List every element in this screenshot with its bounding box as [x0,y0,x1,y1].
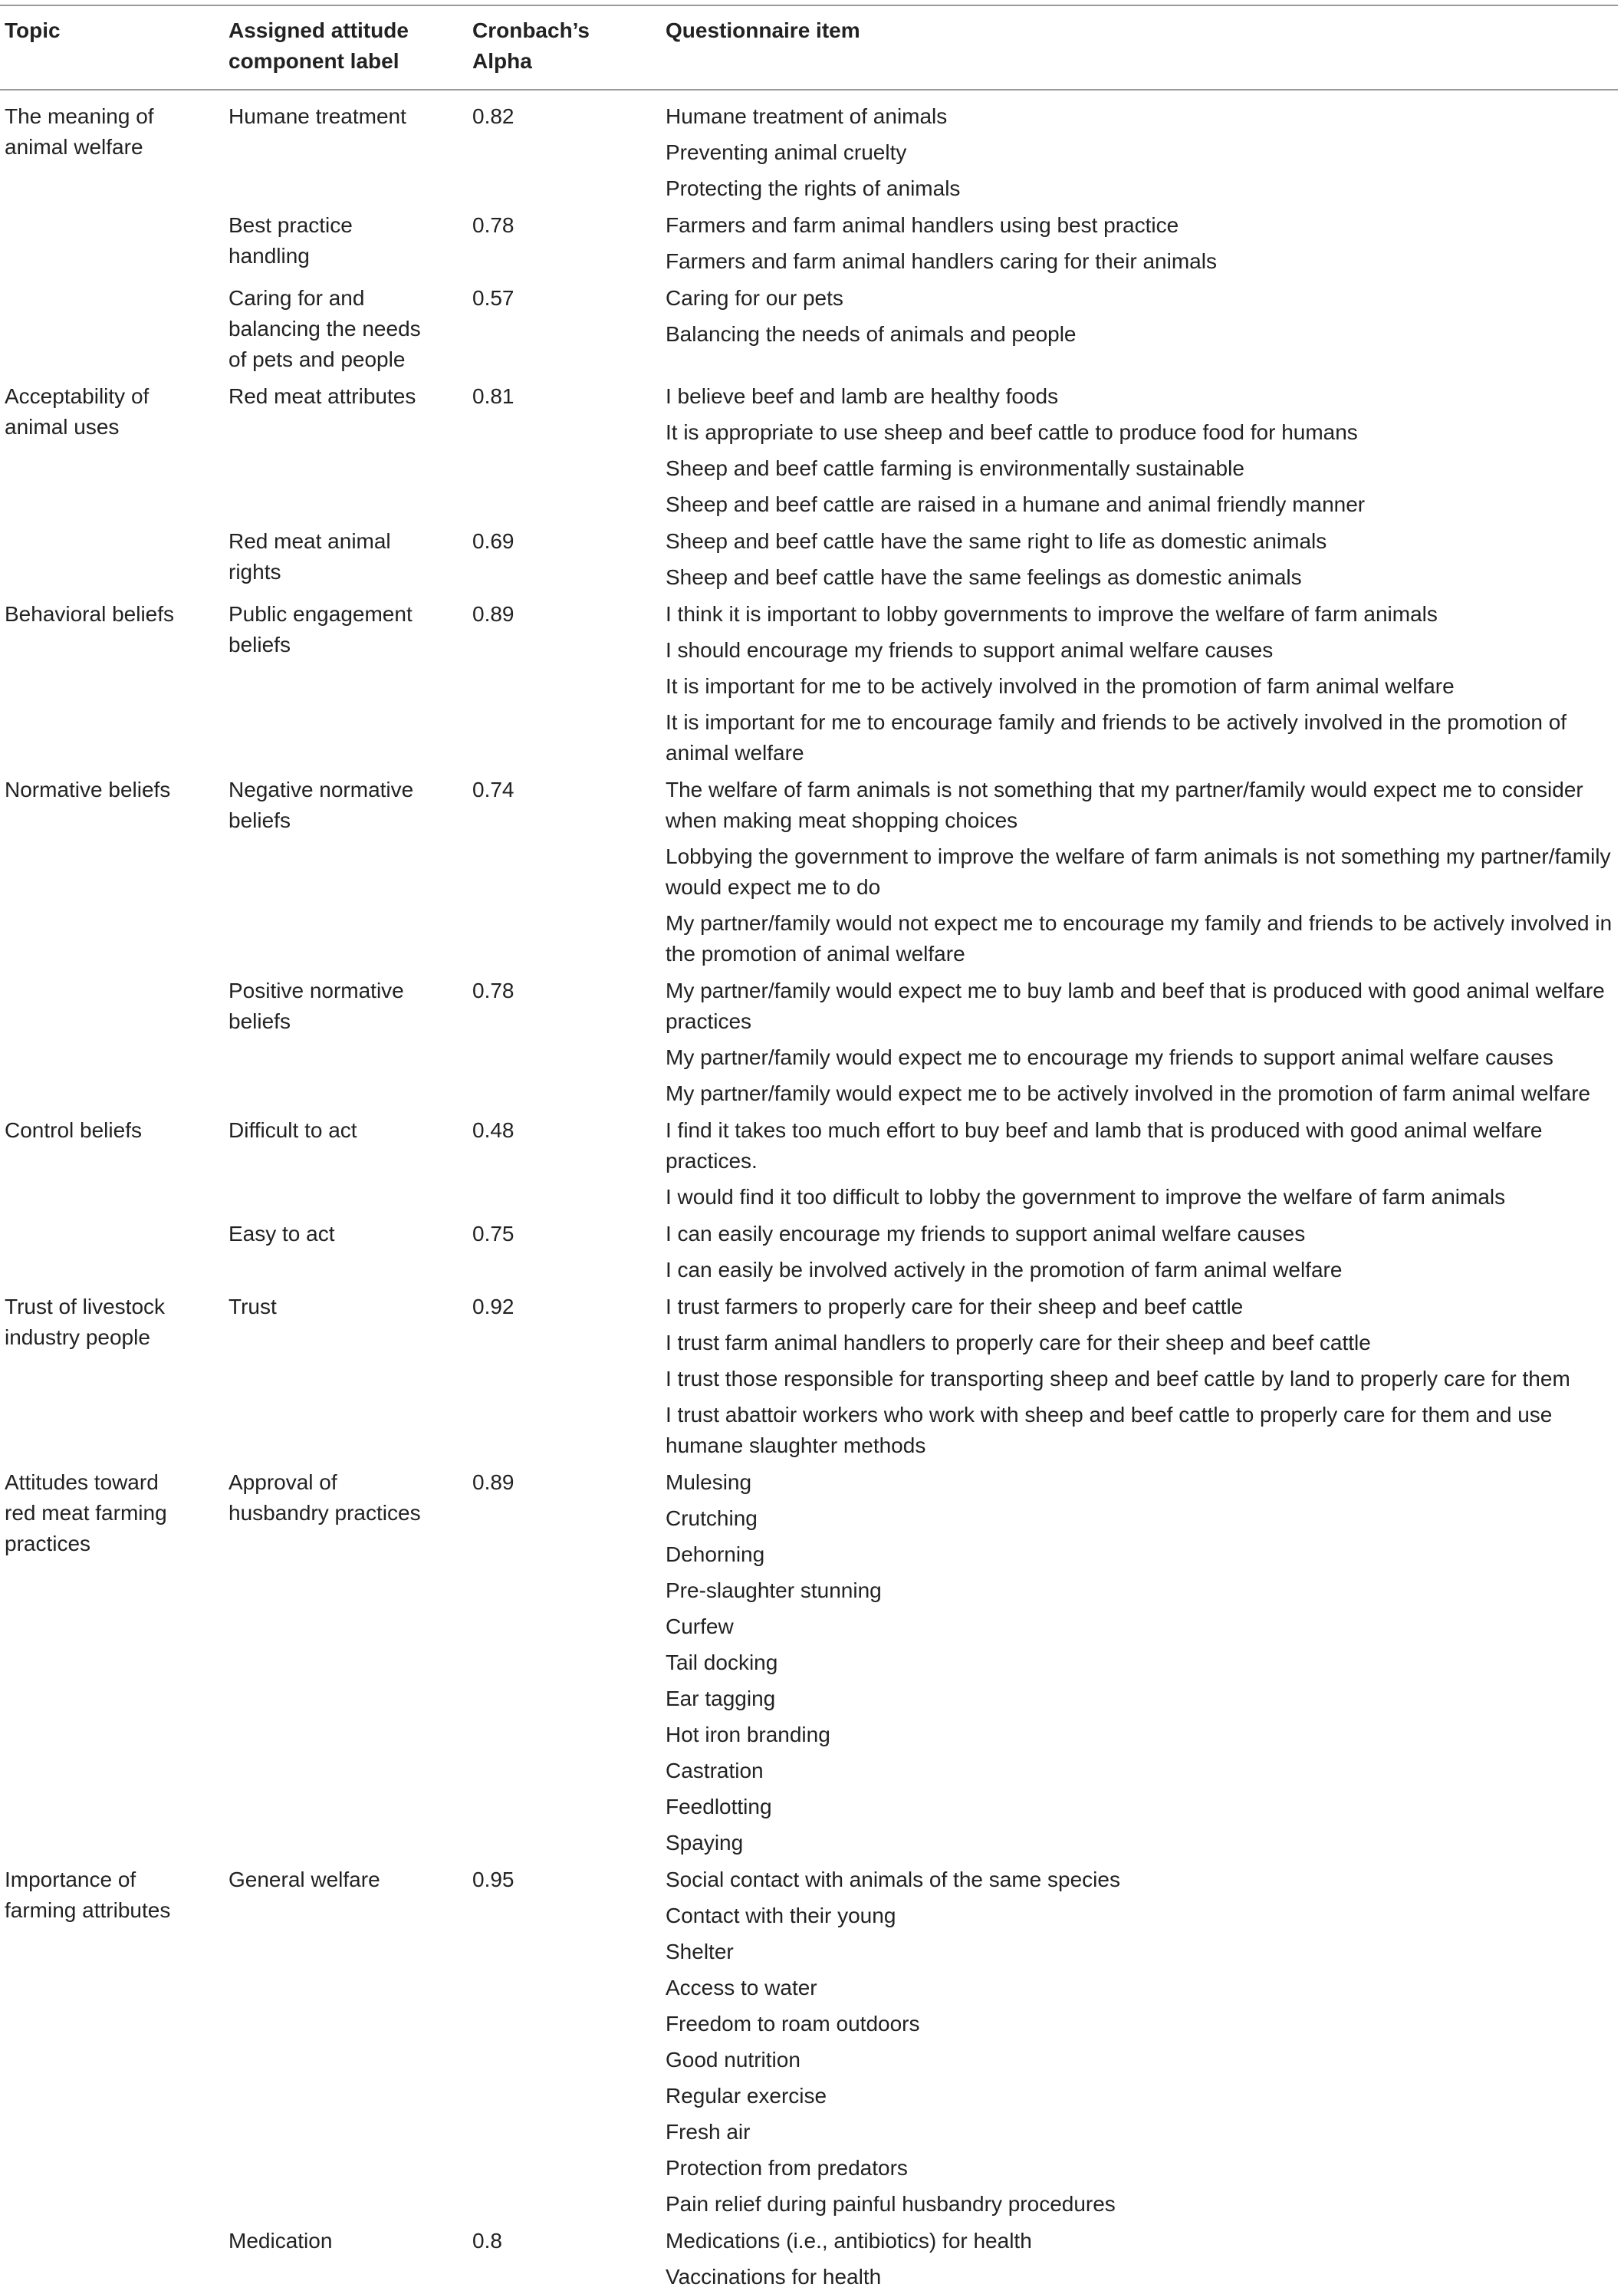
questionnaire-item-cell: the promotion of animal welfare [666,942,965,966]
questionnaire-item-cell: Spaying [666,1831,744,1855]
questionnaire-item-cell: I should encourage my friends to support animal welfare causes [666,638,1274,662]
questionnaire-item-cell: Lobbying the government to improve the welfare of farm animals is not something my partner/family [666,844,1611,868]
questionnaire-item-cell: Regular exercise [666,2084,827,2108]
header-rule [0,89,1618,91]
alpha-cell: 0.69 [472,529,514,553]
questionnaire-item-cell: when making meat shopping choices [666,808,1018,832]
component-label-cell: handling [228,244,310,268]
topic-cell: animal welfare [5,135,143,159]
questionnaire-item-cell: Farmers and farm animal handlers using best practice [666,213,1179,237]
questionnaire-item-cell: Hot iron branding [666,1723,830,1746]
topic-cell: Behavioral beliefs [5,602,175,626]
questionnaire-item-cell: Access to water [666,1976,817,1999]
component-label-cell: Red meat attributes [228,384,416,408]
component-label-cell: Difficult to act [228,1118,357,1142]
questionnaire-item-cell: Castration [666,1759,764,1782]
table-top-rule [0,5,1618,6]
questionnaire-item-cell: I can easily encourage my friends to support animal welfare causes [666,1222,1306,1246]
questionnaire-item-cell: I think it is important to lobby governments to improve the welfare of farm animals [666,602,1438,626]
questionnaire-item-cell: Curfew [666,1614,734,1638]
questionnaire-item-cell: practices. [666,1149,758,1173]
questionnaire-item-cell: It is important for me to be actively involved in the promotion of farm animal welfare [666,674,1455,698]
questionnaire-item-cell: Sheep and beef cattle have the same feelings as domestic animals [666,565,1302,589]
alpha-cell: 0.89 [472,602,514,626]
alpha-cell: 0.74 [472,778,514,801]
questionnaire-item-cell: Contact with their young [666,1904,896,1927]
component-label-cell: General welfare [228,1868,380,1891]
questionnaire-item-cell: I find it takes too much effort to buy beef and lamb that is produced with good animal welfare [666,1118,1543,1142]
questionnaire-item-cell: practices [666,1009,752,1033]
column-header: component label [228,49,399,73]
component-label-cell: Best practice [228,213,353,237]
topic-cell: Acceptability of [5,384,150,408]
questionnaire-item-cell: My partner/family would not expect me to encourage my family and friends to be actively involved in [666,911,1612,935]
questionnaire-item-cell: It is important for me to encourage family and friends to be actively involved in the promotion of [666,710,1567,734]
questionnaire-item-cell: Tail docking [666,1651,778,1674]
questionnaire-item-cell: Shelter [666,1940,734,1963]
component-label-cell: Public engagement [228,602,413,626]
questionnaire-item-cell: I trust farmers to properly care for their sheep and beef cattle [666,1295,1244,1318]
alpha-cell: 0.92 [472,1295,514,1318]
questionnaire-item-cell: would expect me to do [666,875,881,899]
column-header: Cronbach’s [472,18,590,42]
alpha-cell: 0.78 [472,979,514,1002]
topic-cell: animal uses [5,415,120,439]
topic-cell: Importance of [5,1868,136,1891]
questionnaire-item-cell: My partner/family would expect me to buy lamb and beef that is produced with good animal welfare [666,979,1605,1002]
component-label-cell: rights [228,560,281,584]
topic-cell: practices [5,1532,91,1555]
topic-cell: Trust of livestock [5,1295,166,1318]
alpha-cell: 0.48 [472,1118,514,1142]
alpha-cell: 0.82 [472,104,514,128]
component-label-cell: Red meat animal [228,529,391,553]
component-label-cell: balancing the needs [228,317,421,341]
questionnaire-item-cell: Sheep and beef cattle have the same right to life as domestic animals [666,529,1327,553]
questionnaire-item-cell: Social contact with animals of the same species [666,1868,1120,1891]
questionnaire-item-cell: Protecting the rights of animals [666,176,961,200]
questionnaire-item-cell: Humane treatment of animals [666,104,948,128]
component-label-cell: beliefs [228,808,291,832]
questionnaire-item-cell: animal welfare [666,741,804,765]
questionnaire-item-cell: I believe beef and lamb are healthy foods [666,384,1059,408]
alpha-cell: 0.8 [472,2229,502,2253]
questionnaire-item-cell: Ear tagging [666,1687,776,1710]
questionnaire-item-cell: Pain relief during painful husbandry procedures [666,2192,1116,2216]
questionnaire-item-cell: Feedlotting [666,1795,772,1818]
questionnaire-item-cell: I trust those responsible for transporting sheep and beef cattle by land to properly care for them [666,1367,1570,1391]
questionnaire-item-cell: I would find it too difficult to lobby the government to improve the welfare of farm animals [666,1185,1506,1209]
alpha-cell: 0.75 [472,1222,514,1246]
alpha-cell: 0.95 [472,1868,514,1891]
component-label-cell: Approval of [228,1470,337,1494]
questionnaire-item-cell: Medications (i.e., antibiotics) for health [666,2229,1032,2253]
component-label-cell: Humane treatment [228,104,406,128]
questionnaire-item-cell: Protection from predators [666,2156,908,2180]
questionnaire-item-cell: It is appropriate to use sheep and beef cattle to produce food for humans [666,420,1358,444]
questionnaire-item-cell: Fresh air [666,2120,751,2144]
component-label-cell: Positive normative [228,979,404,1002]
column-header: Topic [5,18,61,42]
questionnaire-item-cell: Sheep and beef cattle farming is environmentally sustainable [666,456,1244,480]
questionnaire-item-cell: My partner/family would expect me to be actively involved in the promotion of farm animal welfare [666,1081,1591,1105]
component-label-cell: husbandry practices [228,1501,421,1525]
questionnaire-item-cell: Preventing animal cruelty [666,140,907,164]
alpha-cell: 0.81 [472,384,514,408]
questionnaire-item-cell: humane slaughter methods [666,1433,926,1457]
column-header: Alpha [472,49,532,73]
alpha-cell: 0.78 [472,213,514,237]
questionnaire-item-cell: Freedom to roam outdoors [666,2012,920,2036]
questionnaire-item-cell: Mulesing [666,1470,752,1494]
component-label-cell: Trust [228,1295,277,1318]
column-header: Assigned attitude [228,18,409,42]
alpha-cell: 0.57 [472,286,514,310]
topic-cell: Attitudes toward [5,1470,159,1494]
questionnaire-item-cell: The welfare of farm animals is not something that my partner/family would expect me to consider [666,778,1583,801]
questionnaire-item-cell: Balancing the needs of animals and people [666,322,1077,346]
component-label-cell: Caring for and [228,286,365,310]
questionnaire-item-cell: I trust farm animal handlers to properly care for their sheep and beef cattle [666,1331,1371,1354]
component-label-cell: Negative normative [228,778,414,801]
questionnaire-item-cell: I trust abattoir workers who work with sheep and beef cattle to properly care for them and use [666,1403,1553,1427]
component-label-cell: beliefs [228,1009,291,1033]
questionnaire-item-cell: Farmers and farm animal handlers caring for their animals [666,249,1217,273]
topic-cell: industry people [5,1325,150,1349]
questionnaire-item-cell: Dehorning [666,1542,765,1566]
questionnaire-item-cell: Sheep and beef cattle are raised in a humane and animal friendly manner [666,492,1366,516]
component-label-cell: beliefs [228,633,291,657]
component-label-cell: Medication [228,2229,333,2253]
topic-cell: The meaning of [5,104,154,128]
alpha-cell: 0.89 [472,1470,514,1494]
questionnaire-item-cell: Pre-slaughter stunning [666,1578,882,1602]
topic-cell: Normative beliefs [5,778,171,801]
questionnaire-item-cell: Vaccinations for health [666,2265,882,2289]
questionnaire-item-cell: My partner/family would expect me to encourage my friends to support animal welfare causes [666,1045,1553,1069]
topic-cell: farming attributes [5,1898,171,1922]
questionnaire-item-cell: Caring for our pets [666,286,843,310]
questionnaire-item-cell: Good nutrition [666,2048,800,2072]
component-label-cell: of pets and people [228,347,406,371]
questionnaire-item-cell: I can easily be involved actively in the promotion of farm animal welfare [666,1258,1343,1282]
topic-cell: red meat farming [5,1501,167,1525]
questionnaire-item-cell: Crutching [666,1506,758,1530]
topic-cell: Control beliefs [5,1118,142,1142]
component-label-cell: Easy to act [228,1222,335,1246]
column-header: Questionnaire item [666,18,860,42]
